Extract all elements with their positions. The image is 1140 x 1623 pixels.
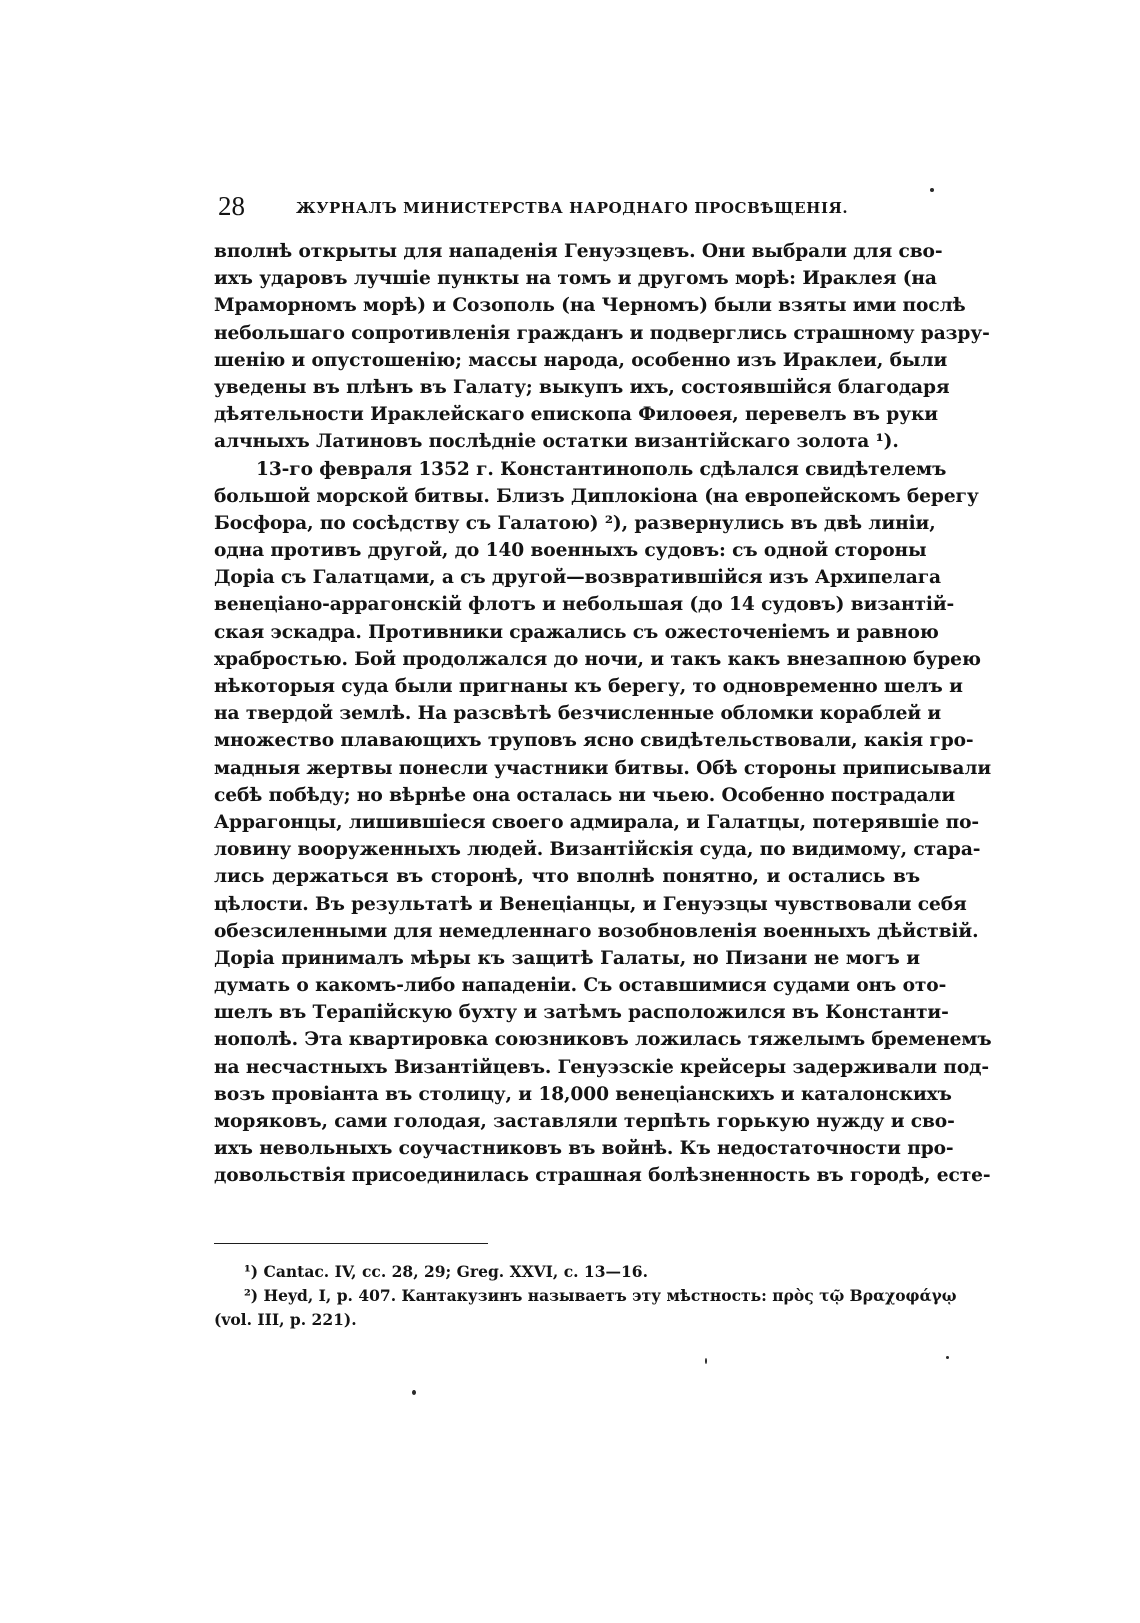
text-line: на твердой землѣ. На разсвѣтѣ безчисленные обломки кораблей и [214,703,942,725]
text-line: моряковъ, сами голодая, заставляли терпѣть горькую нужду и сво- [214,1111,955,1132]
text-line: лись держаться въ сторонѣ, что вполнѣ понятно, и остались въ [214,866,920,888]
text-line: вполнѣ открыты для нападенія Генуэзцевъ. Они выбрали для сво- [214,241,943,262]
print-speck [705,1358,707,1364]
footnote-2: ²) Heyd, I, p. 407. Кантакузинъ называетъ эту мѣстность: πρὸς τῷ Βραχοφάγῳ [244,1286,957,1305]
text-line: храбростью. Бой продолжался до ночи, и такъ какъ внезапною бурею [214,648,981,670]
text-line: одна противъ другой, до 140 военныхъ судовъ: съ одной стороны [214,540,927,562]
footnotes [214,1260,957,1332]
text-line: довольствія присоединилась страшная болѣзненность въ городѣ, есте- [214,1165,991,1187]
running-head: ЖУРНАЛЪ МИНИСТЕРСТВА НАРОДНАГО ПРОСВѢЩЕНІЯ. [296,199,849,217]
text-line: мадныя жертвы понесли участники битвы. Обѣ стороны приписывали [214,757,992,779]
text-line: возъ провіанта въ столицу, и 18,000 венеціанскихъ и каталонскихъ [214,1083,952,1105]
paragraph-start-line: 13-го февраля 1352 г. Константинополь сдѣлался свидѣтелемъ [256,458,947,480]
print-speck [930,188,934,192]
text-line: ская эскадра. Противники сражались съ ожесточеніемъ и равною [214,621,939,643]
body-text [214,238,992,1190]
text-line: дѣятельности Ираклейскаго епископа Филоѳея, перевелъ въ руки [214,404,938,426]
text-line: венеціано-аррагонскій флотъ и небольшая (до 14 судовъ) византій- [214,594,955,616]
text-line: шелъ въ Терапійскую бухту и затѣмъ расположился въ Константи- [214,1002,949,1024]
footnote-1: ¹) Cantac. IV, cc. 28, 29; Greg. XXVI, c. 13—16. [244,1262,648,1281]
footnote-2-continuation: (vol. III, p. 221). [214,1310,357,1329]
footnote-divider [214,1243,488,1244]
text-line: ловину вооруженныхъ людей. Византійскія суда, по видимому, стара- [214,839,981,861]
text-line: думать о какомъ-либо нападеніи. Съ оставшимися судами онъ ото- [214,975,947,997]
text-line: цѣлости. Въ результатѣ и Венеціанцы, и Генуэзцы чувствовали себя [214,893,967,915]
text-line: обезсиленными для немедленнаго возобновленія военныхъ дѣйствій. [214,920,979,942]
text-line: Аррагонцы, лишившіеся своего адмирала, и Галатцы, потерявшіе по- [214,811,980,833]
text-line: себѣ побѣду; но вѣрнѣе она осталась ни чьею. Особенно пострадали [214,784,956,806]
text-line: большой морской битвы. Близъ Диплокіона (на европейскомъ берегу [214,485,979,507]
text-line: уведены въ плѣнъ въ Галату; выкупъ ихъ, состоявшійся благодаря [214,376,950,398]
print-speck [412,1390,416,1395]
print-speck [946,1356,949,1359]
text-line: ихъ ударовъ лучшіе пункты на томъ и другомъ морѣ: Ираклея (на [214,268,937,290]
text-line: множество плавающихъ труповъ ясно свидѣтельствовали, какія гро- [214,730,974,752]
text-line: Мраморномъ морѣ) и Созополь (на Черномъ) были взяты ими послѣ [214,295,966,317]
text-line: Доріа съ Галатцами, а съ другой—возвратившійся изъ Архипелага [214,567,941,589]
page-number: 28 [218,191,245,221]
text-line: Доріа принималъ мѣры къ защитѣ Галаты, но Пизани не могъ и [214,947,920,969]
text-line: нѣкоторыя суда были пригнаны къ берегу, то одновременно шелъ и [214,676,963,697]
text-line: ихъ невольныхъ соучастниковъ въ войнѣ. Къ недостаточности про- [214,1138,954,1160]
paragraph-end-line: алчныхъ Латиновъ послѣдніе остатки византійскаго золота ¹). [214,431,899,453]
text-line: нополѣ. Эта квартировка союзниковъ ложилась тяжелымъ бременемъ [214,1029,992,1051]
text-line: Босфора, по сосѣдству съ Галатою) ²), развернулись въ двѣ линіи, [214,512,936,534]
text-line: на несчастныхъ Византійцевъ. Генуэзскіе крейсеры задерживали под- [214,1056,990,1078]
text-line: шенію и опустошенію; массы народа, особенно изъ Ираклеи, были [214,349,948,371]
text-line: небольшаго сопротивленія гражданъ и подверглись страшному разру- [214,322,990,344]
page-header [218,191,878,227]
